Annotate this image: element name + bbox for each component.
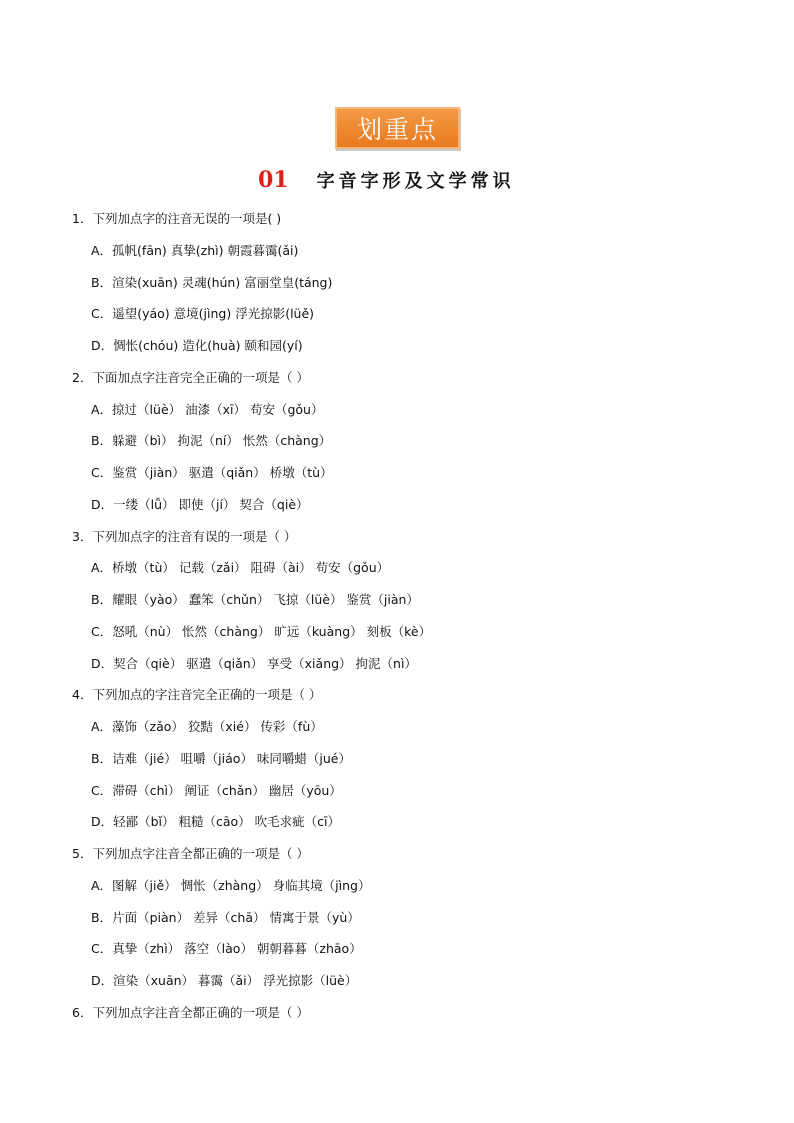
question-3-stem: 3．下列加点字的注音有误的一项是（ ） — [72, 528, 297, 544]
question-1-option-c: C．遥望(yáo) 意境(jìng) 浮光掠影(lüě) — [91, 306, 315, 322]
question-2-option-c: C．鉴赏（jiàn） 驱遣（qiǎn） 桥墩（tù） — [91, 465, 333, 480]
question-5-option-d: D．渲染（xuān） 暮霭（ǎi） 浮光掠影（lüè） — [91, 973, 358, 988]
badge-label: 划重点 — [335, 107, 460, 149]
question-4-stem: 4．下列加点的字注音完全正确的一项是（ ） — [72, 687, 322, 703]
question-4-option-b: B．诘难（jié） 咀嚼（jiáo） 味同嚼蜡（jué） — [91, 750, 351, 766]
question-6-stem: 6．下列加点字注音全都正确的一项是（ ） — [72, 1004, 309, 1020]
question-5-option-b: B．片面（piàn） 差异（chā） 情寓于景（yù） — [91, 909, 360, 925]
section-title: 字音字形及文学常识 — [316, 171, 515, 192]
question-5-option-c: C．真挚（zhì） 落空（lào） 朝朝暮暮（zhāo） — [91, 941, 362, 957]
header-badge — [335, 107, 460, 149]
question-2-option-b: B．躲避（bì） 拘泥（ní） 怅然（chàng） — [91, 433, 332, 449]
question-2-option-a: A．掠过（lüè） 油漆（xī） 苟安（gǒu） — [91, 401, 324, 417]
question-3-option-d: D．契合（qiè） 驱遣（qiǎn） 享受（xiǎng） 拘泥（nì） — [91, 655, 417, 671]
question-3-option-c: C．怒吼（nù） 怅然（chàng） 旷远（kuàng） 刻板（kè） — [91, 623, 432, 639]
question-2-option-d: D．一缕（lǚ） 即使（jí） 契合（qiè） — [91, 496, 309, 512]
question-1-option-a: A．孤帆(fān) 真挚(zhì) 朝霞暮霭(ǎi) — [91, 242, 299, 258]
question-1-option-b: B．渲染(xuān) 灵魂(hún) 富丽堂皇(táng) — [91, 274, 333, 290]
question-4-option-d: D．轻鄙（bǐ） 粗糙（cāo） 吹毛求疵（cī） — [91, 814, 341, 830]
question-1-stem: 1．下列加点字的注音无误的一项是( ) — [72, 211, 282, 226]
question-5-option-a: A．图解（jiě） 惆怅（zhàng） 身临其境（jìng） — [91, 877, 371, 893]
question-1-option-d: D．惆怅(chóu) 造化(huà) 颐和园(yí) — [91, 338, 303, 353]
question-4-option-a: A．藻饰（zǎo） 狡黠（xié） 传彩（fù） — [91, 719, 323, 734]
question-3-option-a: A．桥墩（tù） 记载（zǎi） 阻碍（ài） 苟安（gǒu） — [91, 560, 390, 576]
question-3-option-b: B．耀眼（yào） 蠢笨（chǔn） 飞掠（lüè） 鉴赏（jiàn） — [91, 592, 419, 607]
question-4-option-c: C．滞碍（chì） 阐证（chǎn） 幽居（yōu） — [91, 782, 342, 798]
section-number: 01 — [258, 167, 289, 193]
question-5-stem: 5．下列加点字注音全都正确的一项是（ ） — [72, 846, 309, 861]
section-heading — [258, 166, 515, 194]
question-2-stem: 2．下面加点字注音完全正确的一项是（ ） — [72, 369, 309, 385]
question-list — [0, 203, 794, 1029]
